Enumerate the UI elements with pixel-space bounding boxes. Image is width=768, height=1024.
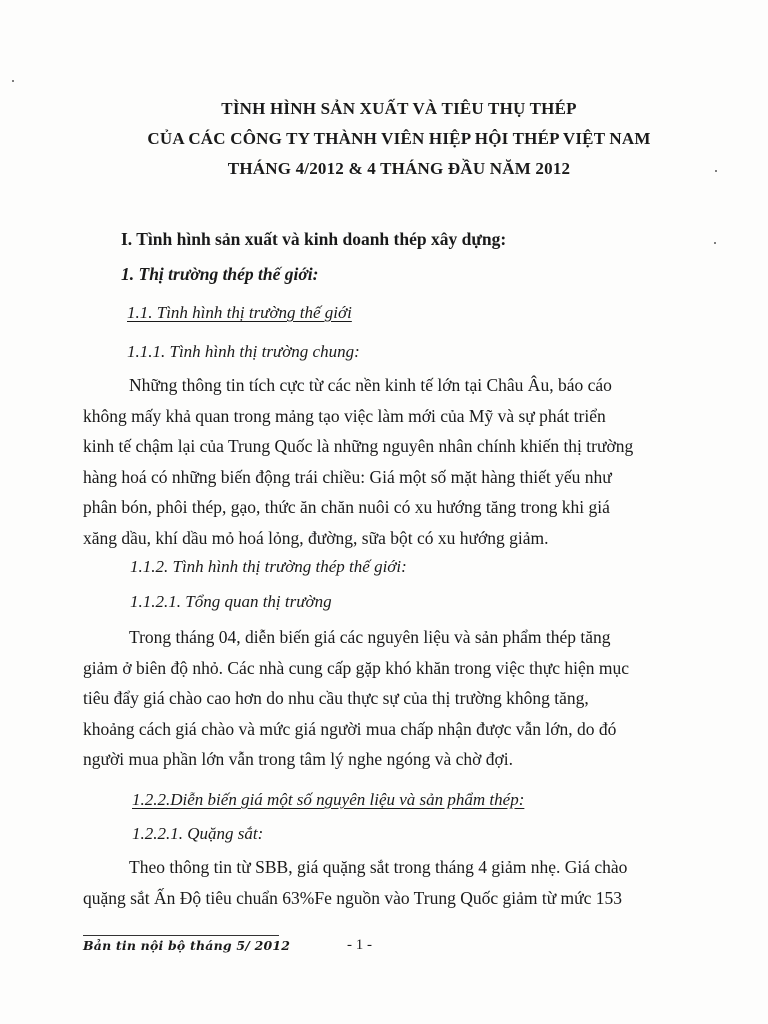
scan-speck — [714, 242, 716, 244]
paragraph-market-overview — [83, 622, 673, 775]
paragraph-line: phân bón, phôi thép, gạo, thức ăn chăn nuôi có xu hướng tăng trong khi giá — [83, 497, 610, 517]
footer-newsletter-label: Bản tin nội bộ tháng 5/ 2012 — [83, 938, 291, 953]
paragraph-line: Trong tháng 04, diễn biến giá các nguyên liệu và sản phẩm thép tăng — [129, 627, 611, 647]
scan-speck — [715, 170, 717, 172]
paragraph-line: xăng dầu, khí dầu mỏ hoá lỏng, đường, sữa bột có xu hướng giảm. — [83, 527, 549, 548]
paragraph-line: tiêu đẩy giá chào cao hơn do nhu cầu thực sự của thị trường không tăng, — [83, 688, 589, 708]
paragraph-line: khoảng cách giá chào và mức giá người mua chấp nhận được vẫn lớn, do đó — [83, 718, 617, 739]
paragraph-iron-ore — [83, 852, 673, 913]
paragraph-line: hàng hoá có những biến động trái chiều: Giá một số mặt hàng thiết yếu như — [83, 466, 612, 487]
page-number: - 1 - — [347, 937, 372, 953]
section-heading-1-1-2-1: 1.1.2.1. Tổng quan thị trường — [130, 592, 332, 611]
paragraph-line: kinh tế chậm lại của Trung Quốc là những nguyên nhân chính khiến thị trường — [83, 436, 634, 456]
title-line-2: CỦA CÁC CÔNG TY THÀNH VIÊN HIỆP HỘI THÉP VIỆT NAM — [147, 129, 651, 148]
paragraph-line: không mấy khả quan trong mảng tạo việc làm mới của Mỹ và sự phát triển — [83, 405, 606, 426]
paragraph-line: quặng sắt Ấn Độ tiêu chuẩn 63%Fe nguồn vào Trung Quốc giảm từ mức 153 — [83, 887, 623, 908]
title-line-3: THÁNG 4/2012 & 4 THÁNG ĐẦU NĂM 2012 — [227, 159, 571, 178]
section-heading-1-1-1: 1.1.1. Tình hình thị trường chung: — [127, 342, 360, 361]
paragraph-line: người mua phần lớn vẫn trong tâm lý nghe ngóng và chờ đợi. — [83, 749, 513, 769]
paragraph-line: Theo thông tin từ SBB, giá quặng sắt trong tháng 4 giảm nhẹ. Giá chào — [129, 857, 628, 877]
section-heading-I: I. Tình hình sản xuất và kinh doanh thép xây dựng: — [121, 229, 507, 249]
title-line-1: TÌNH HÌNH SẢN XUẤT VÀ TIÊU THỤ THÉP — [221, 99, 577, 118]
section-heading-1-2-2: 1.2.2.Diễn biến giá một số nguyên liệu và sản phẩm thép: — [132, 790, 525, 809]
paragraph-general-market — [83, 370, 673, 553]
document-title — [0, 94, 768, 184]
footer-rule — [83, 935, 279, 936]
paragraph-line: giảm ở biên độ nhỏ. Các nhà cung cấp gặp khó khăn trong việc thực hiện mục — [83, 657, 630, 678]
paragraph-line: Những thông tin tích cực từ các nền kinh tế lớn tại Châu Âu, báo cáo — [129, 375, 612, 395]
section-heading-1-1-2: 1.1.2. Tình hình thị trường thép thế giới: — [130, 557, 407, 576]
scan-speck — [12, 80, 14, 82]
section-heading-1: 1. Thị trường thép thế giới: — [121, 264, 319, 284]
section-heading-1-1: 1.1. Tình hình thị trường thế giới — [127, 303, 352, 322]
section-heading-1-2-2-1: 1.2.2.1. Quặng sắt: — [132, 824, 264, 843]
